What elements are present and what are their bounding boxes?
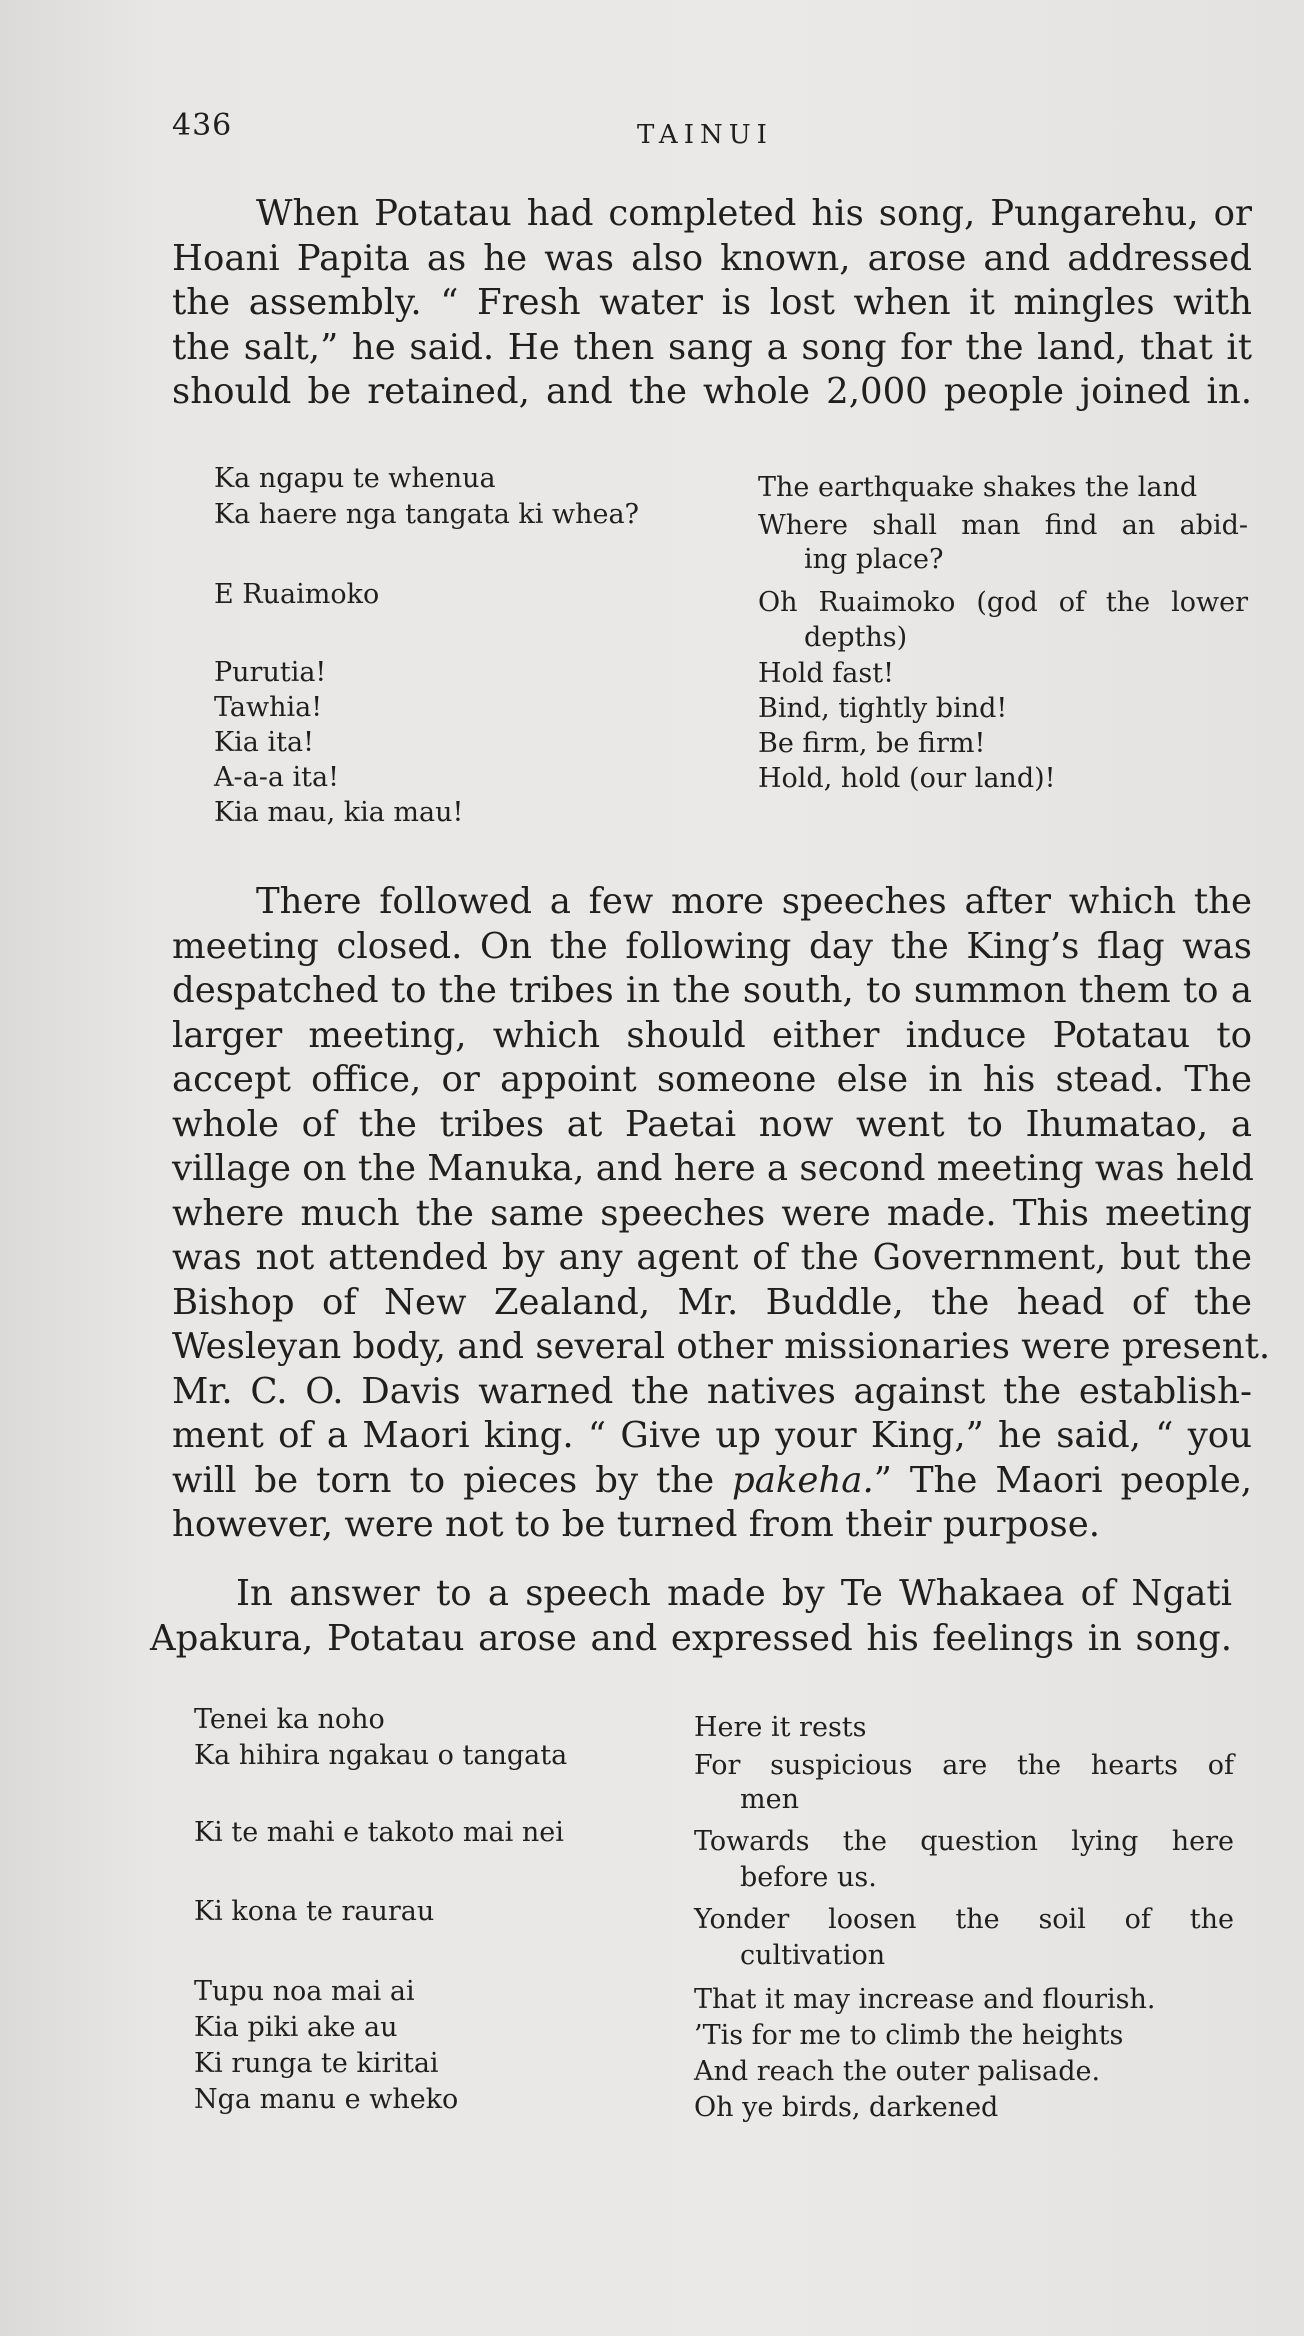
verse-line: Ki kona te raurau [194,1896,435,1927]
text-line: Hoani Papita as he was also known, arose and addressed [172,237,1252,279]
verse-line: cultivation [740,1940,886,1971]
verse-line: Purutia! [214,657,327,688]
verse-line: Where shall man find an abid- [758,510,1248,541]
text-line: Mr. C. O. Davis warned the natives against the establish- [172,1370,1252,1412]
verse-1-maori-column [214,461,714,861]
verse-line: Hold, hold (our land)! [758,763,1056,794]
paragraph-potatau-song [172,192,1252,415]
running-head: TAINUI [637,120,773,150]
verse-2-english-column [694,1710,1234,2130]
verse-line: Tawhia! [214,692,323,723]
verse-line: Oh ye birds, darkened [694,2092,999,2123]
verse-line: Be firm, be firm! [758,728,986,759]
text-line: where much the same speeches were made. This meeting [172,1192,1252,1234]
text-line: Apakura, Potatau arose and expressed his feelings in song. [150,1617,1232,1659]
verse-line: That it may increase and flourish. [694,1984,1156,2015]
verse-line: before us. [740,1862,877,1893]
text-line: larger meeting, which should either induce Potatau to [172,1014,1252,1056]
verse-line: Hold fast! [758,658,894,689]
verse-line: The earthquake shakes the land [758,472,1198,503]
text-line: meeting closed. On the following day the King’s flag was [172,925,1252,967]
text-line: despatched to the tribes in the south, to summon them to a [172,970,1252,1011]
paragraph-ihumatao-meeting [172,880,1271,1548]
text-line: however, were not to be turned from their purpose. [172,1504,1101,1545]
text-line: Wesleyan body, and several other missionaries were present. [172,1326,1271,1367]
text-line: In answer to a speech made by Te Whakaea of Ngati [236,1573,1232,1614]
verse-line: Kia mau, kia mau! [214,797,464,828]
verse-line: For suspicious are the hearts of [694,1750,1234,1781]
verse-line: Kia piki ake au [194,2012,398,2043]
verse-line: ’Tis for me to climb the heights [694,2020,1124,2051]
verse-line: Ki runga te kiritai [194,2048,439,2079]
text-line: the salt,” he said. He then sang a song for the land, that it [172,326,1252,368]
verse-line: Oh Ruaimoko (god of the lower [758,587,1248,618]
verse-line: Bind, tightly bind! [758,693,1008,724]
verse-line: Towards the question lying here [694,1826,1234,1857]
verse-line: Ka haere nga tangata ki whea? [214,499,640,530]
text-line: accept office, or appoint someone else in his stead. The [172,1059,1252,1100]
verse-line: Tupu noa mai ai [194,1976,415,2007]
verse-line: Ki te mahi e takoto mai nei [194,1817,564,1848]
text-line: ment of a Maori king. “ Give up your King,” he said, “ you [172,1415,1252,1456]
page-header [172,108,1252,158]
text-line: There followed a few more speeches after which the [256,881,1252,922]
verse-line: Ka ngapu te whenua [214,463,496,494]
text-run: will be torn to pieces by the [172,1459,733,1501]
text-run: ” The Maori people, [873,1459,1252,1501]
text-line: the assembly. “ Fresh water is lost when it mingles with [172,282,1252,323]
text-line: When Potatau had completed his song, Pungarehu, or [256,193,1252,234]
paragraph-te-whakaea [150,1572,1232,1661]
verse-line: And reach the outer palisade. [694,2056,1101,2087]
text-line: whole of the tribes at Paetai now went to Ihumatao, a [172,1103,1252,1145]
verse-line: Ka hihira ngakau o tangata [194,1740,568,1771]
text-line: should be retained, and the whole 2,000 people joined in. [172,371,1252,412]
verse-1-english-column [758,470,1248,820]
verse-line: Yonder loosen the soil of the [694,1904,1234,1935]
text-line: was not attended by any agent of the Government, but the [172,1237,1252,1278]
verse-2-maori-column [194,1702,674,2122]
verse-line: Nga manu e wheko [194,2084,459,2115]
verse-line: Kia ita! [214,727,314,758]
verse-line: depths) [804,622,908,653]
verse-line: A-a-a ita! [214,762,339,793]
verse-line: ing place? [804,544,944,575]
verse-line: Tenei ka noho [194,1704,385,1735]
text-line: Bishop of New Zealand, Mr. Buddle, the head of the [172,1281,1252,1323]
verse-line: Here it rests [694,1712,867,1743]
italic-word-pakeha: pakeha. [732,1459,874,1501]
verse-line: men [740,1784,799,1815]
page-number: 436 [172,108,233,143]
text-line-with-italic [172,1459,1252,1504]
text-line: village on the Manuka, and here a second meeting was held [172,1148,1254,1189]
verse-line: E Ruaimoko [214,579,380,610]
